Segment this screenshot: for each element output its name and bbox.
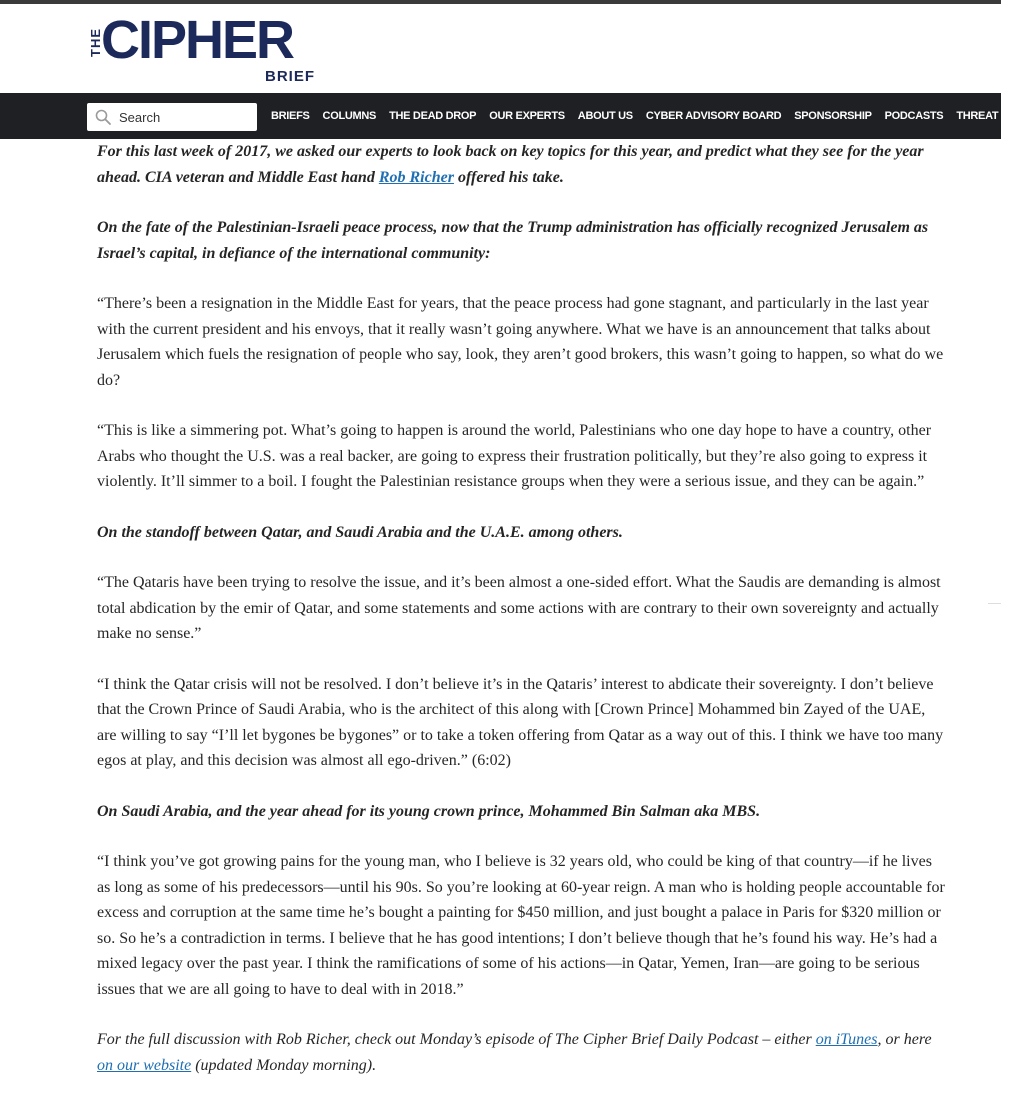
article-outro — [97, 1027, 947, 1078]
search-input[interactable] — [119, 110, 249, 125]
outro-text-after: (updated Monday morning). — [191, 1056, 377, 1074]
nav-menu — [271, 93, 1030, 139]
nav-item-cyber-advisory-board[interactable]: CYBER ADVISORY BOARD — [645, 110, 782, 122]
question-qatar-standoff: On the standoff between Qatar, and Saudi Arabia and the U.A.E. among others. — [97, 523, 623, 541]
itunes-link[interactable]: on iTunes — [815, 1031, 878, 1048]
search-box[interactable] — [87, 103, 257, 131]
site-logo[interactable] — [87, 10, 317, 86]
search-icon — [95, 109, 111, 125]
answer-paragraph-4: “I think the Qatar crisis will not be resolved. I don’t believe it’s in the Qataris’ interest to abdicate their sovereignty. I don’t believe that the Crown Prince of Saudi Arabia, who is the architect of this along with [Crown Prince] Mohammed bin Zayed of the UAE, are willing to say “I’ll let bygones be bygones” or to take a token offering from Qatar as a way out of this. I think we have too many egos at play, and this decision was almost all ego-driven.” (6:02) — [97, 675, 944, 769]
outro-text-middle: , or here — [877, 1031, 932, 1048]
nav-item-sponsorship[interactable]: SPONSORSHIP — [794, 110, 872, 122]
answer-paragraph-2: “This is like a simmering pot. What’s going to happen is around the world, Palestinians who one day hope to have a country, other Arabs who thought the U.S. was a real backer, are going to express their frustration politically, but they’re also going to express it violently. It’ll simmer to a boil. I fought the Palestinian resistance groups when they were a serious issue, and they can be again.” — [97, 422, 932, 490]
article-intro — [97, 139, 947, 190]
outro-text-before: For the full discussion with Rob Richer, check out Monday’s episode of The Cipher Brief Daily Podcast – either — [97, 1031, 816, 1048]
logo-brief: BRIEF — [265, 68, 315, 85]
logo-the: THE — [88, 28, 103, 58]
logo-cipher: CIPHER — [101, 10, 294, 70]
answer-paragraph-1: “There’s been a resignation in the Middle East for years, that the peace process had gone stagnant, and particularly in the last year with the current president and his envoys, that it really wasn’t going anywhere. What we have is an announcement that talks about Jerusalem which fuels the resignation of people who say, look, they aren’t good brokers, this wasn’t going to happen, so what do we do? — [97, 295, 944, 389]
main-navbar — [0, 93, 1017, 139]
rob-richer-link[interactable]: Rob Richer — [378, 168, 454, 186]
question-saudi-crown-prince: On Saudi Arabia, and the year ahead for its young crown prince, Mohammed Bin Salman aka MBS. — [97, 802, 761, 820]
nav-item-about-us[interactable]: ABOUT US — [577, 110, 633, 122]
nav-item-threat-conditions[interactable]: THREAT CO — [956, 110, 1017, 122]
nav-item-briefs[interactable]: BRIEFS — [271, 110, 310, 122]
side-divider — [988, 603, 1001, 604]
site-header — [0, 4, 1001, 93]
intro-text-after: offered his take. — [453, 168, 564, 186]
intro-text-before: For this last week of 2017, we asked our experts to look back on key topics for this year, and predict what they see for the year ahead. CIA veteran and Middle East hand — [97, 143, 924, 186]
nav-item-columns[interactable]: COLUMNS — [322, 110, 377, 122]
nav-item-podcasts[interactable]: PODCASTS — [884, 110, 944, 122]
website-link[interactable]: on our website — [97, 1056, 192, 1074]
answer-paragraph-3: “The Qataris have been trying to resolve the issue, and it’s been almost a one-sided effort. What the Saudis are demanding is almost total abdication by the emir of Qatar, and some statements and some actions with are contrary to their own sovereignty and actually make no sense.” — [97, 574, 941, 642]
question-peace-process: On the fate of the Palestinian-Israeli peace process, now that the Trump administration has officially recognized Jerusalem as Israel’s capital, in defiance of the international community: — [97, 219, 929, 262]
nav-item-our-experts[interactable]: OUR EXPERTS — [489, 110, 565, 122]
nav-item-the-dead-drop[interactable]: THE DEAD DROP — [389, 110, 477, 122]
article-body — [97, 139, 947, 1103]
answer-paragraph-5: “I think you’ve got growing pains for the young man, who I believe is 32 years old, who could be king of that country—if he lives as long as some of his predecessors—until his 90s. So you’re looking at 60-year reign. A man who is holding people accountable for excess and corruption at the same time he’s bought a painting for $450 million, and just bought a palace in Paris for $320 million or so. So he’s a contradiction in terms. I believe that he has good intentions; I don’t believe though that he’s found his way. He’s had a mixed legacy over the past year. I think the ramifications of some of his actions—in Qatar, Yemen, Iran—are going to be serious issues that we are all going to have to deal with in 2018.” — [97, 853, 945, 998]
